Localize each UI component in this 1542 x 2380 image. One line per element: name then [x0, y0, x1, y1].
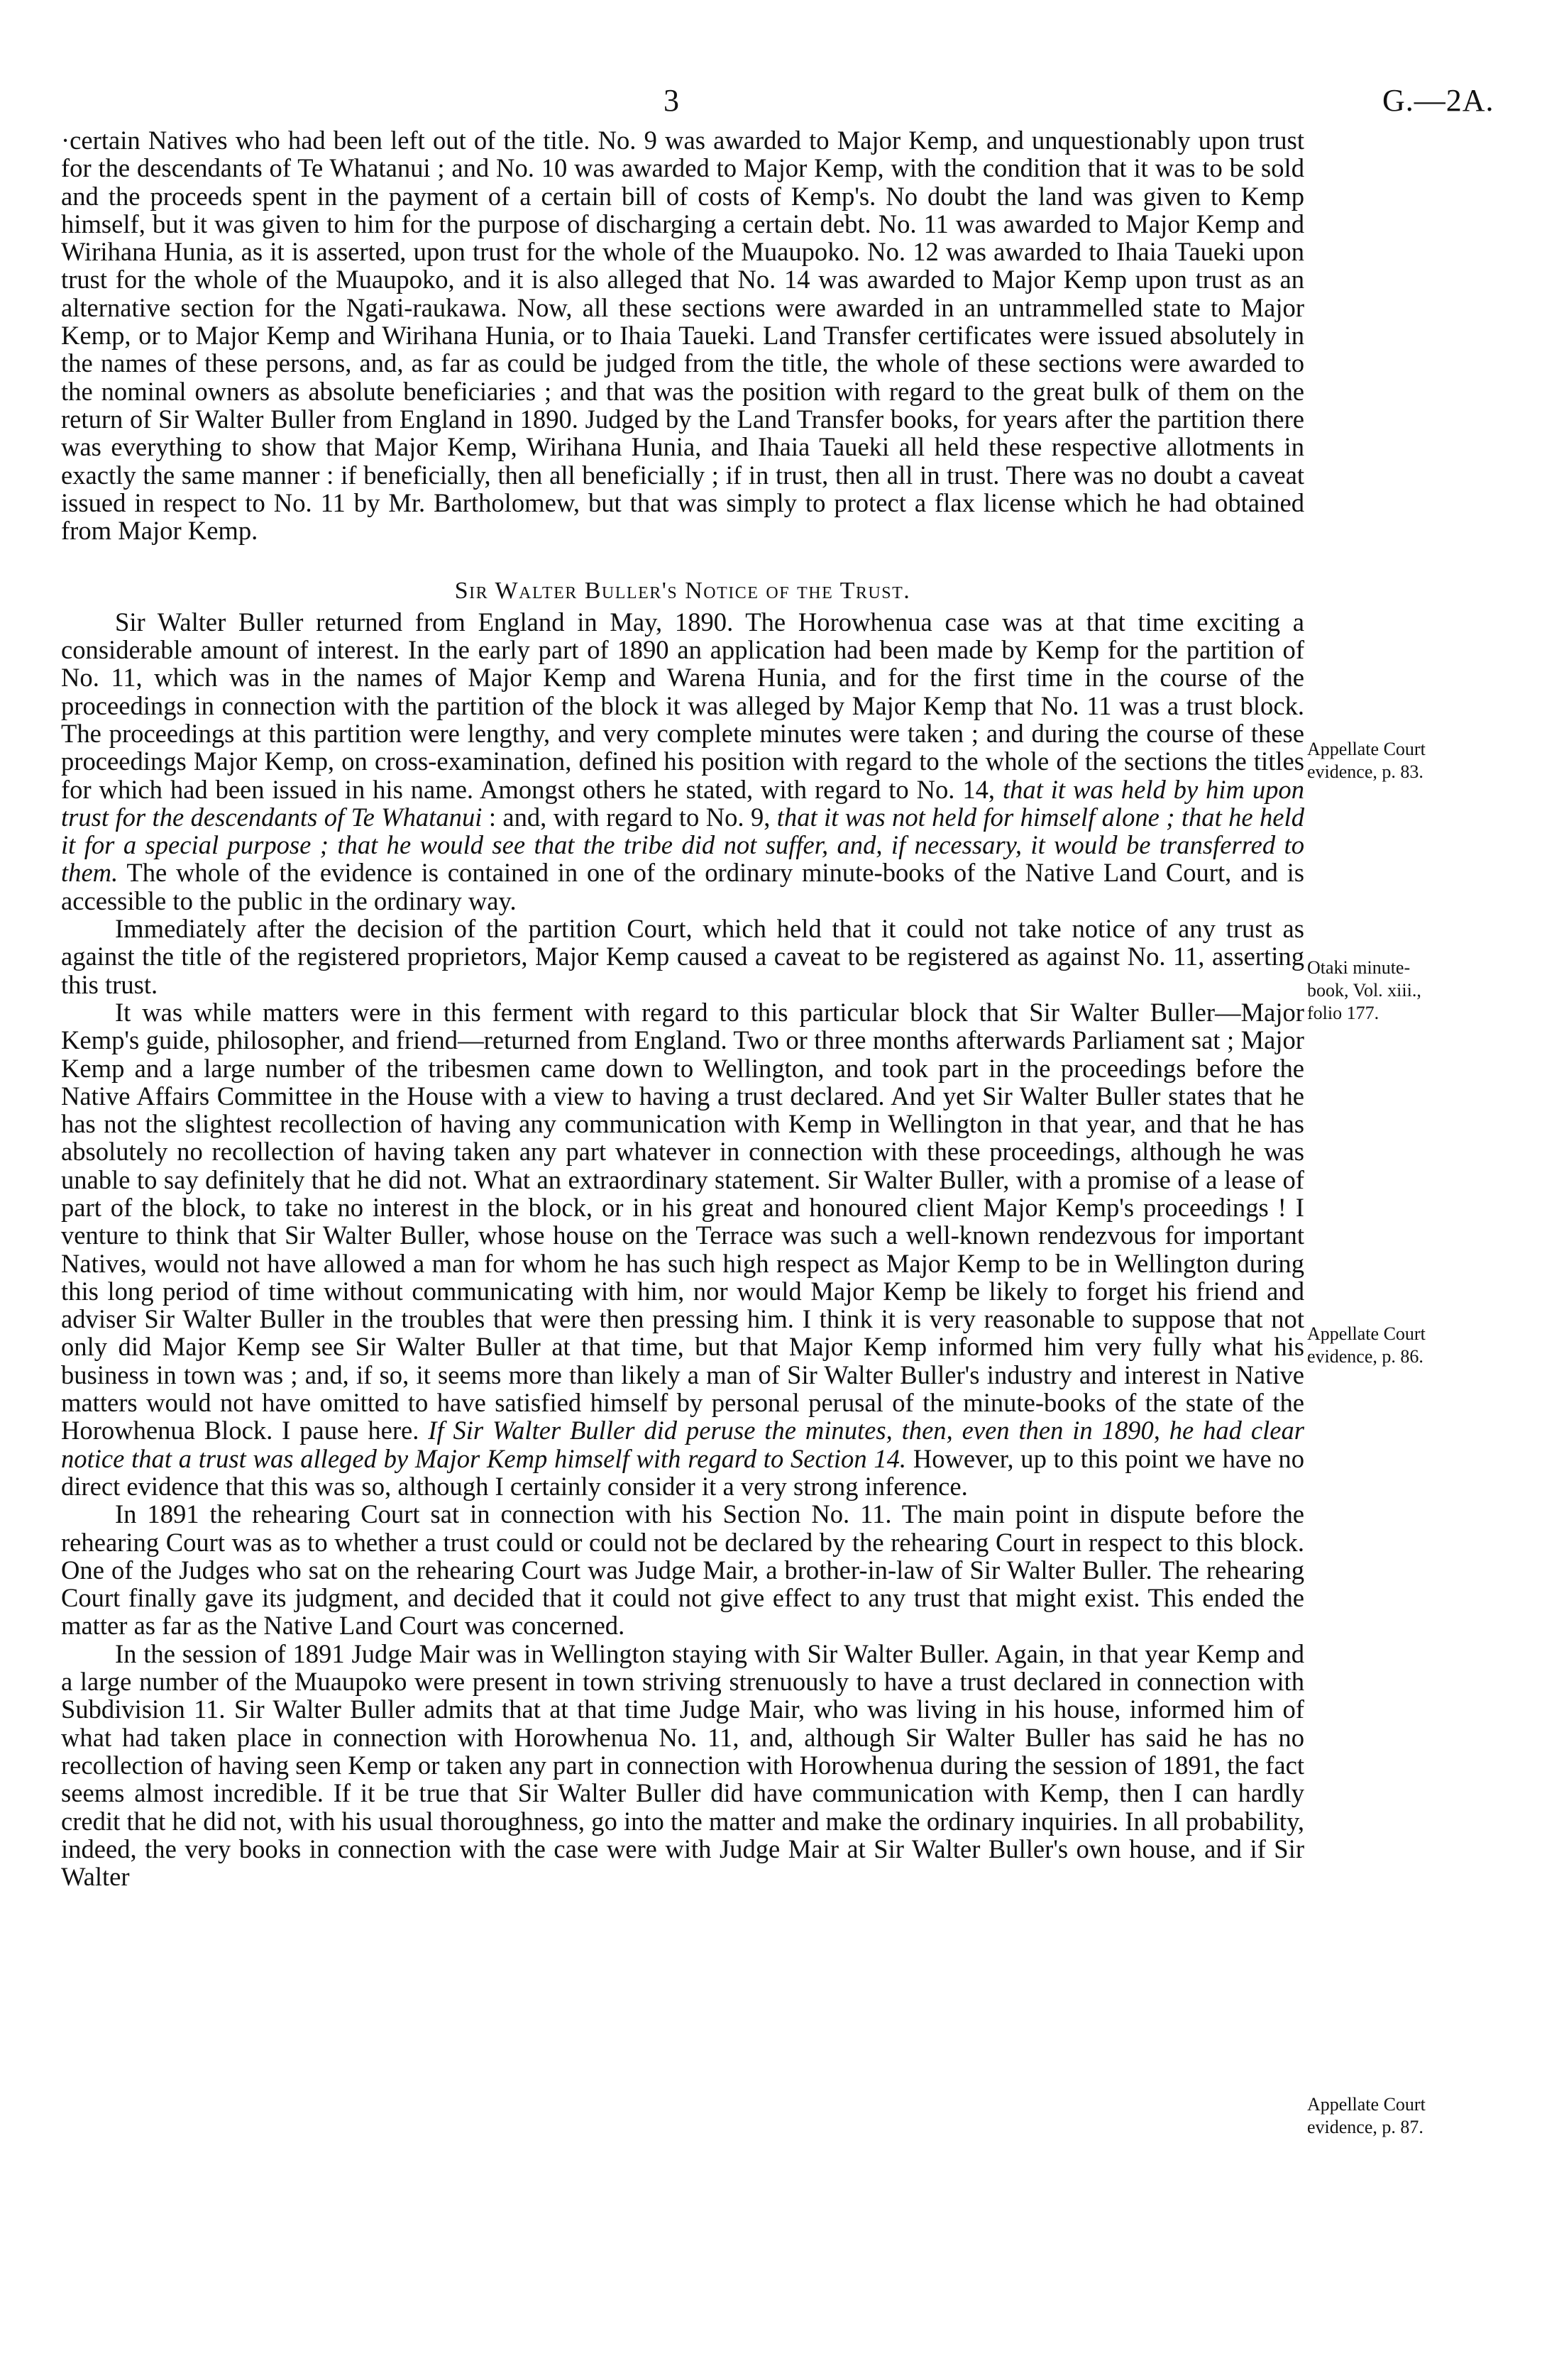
- paragraph-2-text: Sir Walter Buller returned from England in May, 1890. The Horowhenua case was at that time exciting a considerable amount of interest. In the early part of 1890 an application had been made by Kemp for the partition of No. 11, which was in the names of Major Kemp and Warena Hunia, and for the first time in the course of the proceedings in connection with the partition of the block it was alleged by Major Kemp that No. 11 was a trust block. The proceedings at this partition were lengthy, and very complete minutes were taken ; and during the course of these proceedings Major Kemp, on cross-examination, defined his position with regard to the whole of the sections the titles for which had been issued in his name. Amongst others he stated, with regard to No. 14,: [61, 607, 1304, 804]
- paragraph-4-end: However, up to this point we have no direct evidence that this was so, although I certainly consider it a very strong inference.: [61, 1443, 1304, 1501]
- body-text: [61, 126, 1304, 1890]
- paragraph-4-italic: If Sir Walter Buller did peruse the minutes, then, even then in 1890, he had clear notice that a trust was alleged by Major Kemp himself with regard to Section 14.: [61, 1416, 1304, 1473]
- paragraph-6: In the session of 1891 Judge Mair was in Wellington staying with Sir Walter Buller. Again, in that year Kemp and a large number of the Muaupoko were present in town striving strenuously to have a trust declared in connection with Subdivision 11. Sir Walter Buller admits that at that time Judge Mair, who was living in his house, informed him of what had taken place in connection with Horowhenua No. 11, and, although Sir Walter Buller has said he has no recollection of having seen Kemp or taken any part in connection with Horowhenua during the session of 1891, the fact seems almost incredible. If it be true that Sir Walter Buller did have communication with Kemp, then I can hardly credit that he did not, with his usual thoroughness, go into the matter and make the ordinary inquiries. In all probability, indeed, the very books in connection with the case were with Judge Mair at Sir Walter Buller's own house, and if Sir Walter: [61, 1638, 1304, 1892]
- margin-note-line: evidence, p. 83.: [1307, 761, 1423, 782]
- paragraph-4: [61, 998, 1304, 1500]
- paragraph-2-italic-a: that it was held by him upon trust for the descendants of Te Whatanui: [61, 774, 1304, 832]
- margin-note-appellate-86: [1307, 1323, 1520, 1368]
- margin-note-line: book, Vol. xiii.,: [1307, 980, 1421, 1001]
- paragraph-2: [61, 608, 1304, 915]
- paragraph-1: ·certain Natives who had been left out of the title. No. 9 was awarded to Major Kemp, and unquestionably upon trust for the descendants of Te Whatanui ; and No. 10 was awarded to Major Kemp, with the condition that it was to be sold and the proceeds spent in the payment of a certain bill of costs of Kemp's. No doubt the land was given to Kemp himself, but it was given to him for the purpose of discharging a certain debt. No. 11 was awarded to Major Kemp and Wirihana Hunia, as it is asserted, upon trust for the whole of the Muaupoko. No. 12 was awarded to Ihaia Taueki upon trust for the whole of the Muaupoko, and it is also alleged that No. 14 was awarded to Major Kemp upon trust as an alternative section for the Ngati-raukawa. Now, all these sections were awarded in an untrammelled state to Major Kemp, or to Major Kemp and Wirihana Hunia, or to Ihaia Taueki. Land Transfer certificates were issued absolutely in the names of these persons, and, as far as could be judged from the title, the whole of these sections were awarded to the nominal owners as absolute beneficiaries ; and that was the position with regard to the great bulk of them on the return of Sir Walter Buller from England in 1890. Judged by the Land Transfer books, for years after the partition there was everything to show that Major Kemp, Wirihana Hunia, and Ihaia Taueki all held these respective allotments in exactly the same manner : if beneficially, then all beneficially ; if in trust, then all in trust. There was no doubt a caveat issued in respect to No. 11 by Mr. Bartholomew, but that was simply to protect a flax license which he had obtained from Major Kemp.: [61, 126, 1304, 546]
- margin-note-line: folio 177.: [1307, 1003, 1379, 1023]
- section-heading: Sir Walter Buller's Notice of the Trust.: [454, 578, 911, 605]
- paragraph-3: Immediately after the decision of the partition Court, which held that it could not take notice of any trust as against the title of the registered proprietors, Major Kemp caused a caveat to be registered as against No. 11, asserting this trust.: [61, 914, 1304, 999]
- margin-note-line: Appellate Court: [1307, 1323, 1426, 1344]
- paragraph-2-mid: : and, with regard to No. 9,: [488, 802, 771, 832]
- margin-note-appellate-83: [1307, 738, 1520, 783]
- paragraph-5: In 1891 the rehearing Court sat in connection with his Section No. 11. The main point in dispute before the rehearing Court was as to whether a trust could or could not be declared by the rehearing Court in respect to this block. One of the Judges who sat on the rehearing Court was Judge Mair, a brother-in-law of Sir Walter Buller. The rehearing Court finally gave its judgment, and decided that it could not give effect to any trust that might exist. This ended the matter as far as the Native Land Court was concerned.: [61, 1499, 1304, 1641]
- margin-note-line: Appellate Court: [1307, 2094, 1426, 2115]
- margin-note-otaki-minute-book: [1307, 957, 1520, 1025]
- paragraph-2-italic-b: that it was not held for himself alone ; that he held it for a special purpose ; that he would see that the tribe did not suffer, and, if necessary, it would be transferred to them.: [61, 802, 1304, 888]
- margin-note-line: evidence, p. 87.: [1307, 2117, 1423, 2137]
- paragraph-4-text: It was while matters were in this ferment with regard to this particular block that Sir Walter Buller—Major Kemp's guide, philosopher, and friend—returned from England. Two or three months afterwards Parliament sat ; Major Kemp and a large number of the tribesmen came down to Wellington, and took part in the proceedings before the Native Affairs Committee in the House with a view to having a trust declared. And yet Sir Walter Buller states that he has not the slightest recollection of having any communication with Kemp in Wellington in that year, and that he has absolutely no recollection of having taken any part whatever in connection with these proceedings, although he was unable to say definitely that he did not. What an extraordinary statement. Sir Walter Buller, with a promise of a lease of part of the block, to take no interest in the block, or in his great and honoured client Major Kemp's proceedings ! I venture to think that Sir Walter Buller, whose house on the Terrace was such a well-known rendezvous for important Natives, would not have allowed a man for whom he has such high respect as Major Kemp to be in Wellington during this long period of time without communicating with him, nor would Major Kemp be likely to forget his friend and adviser Sir Walter Buller in the troubles that were then pressing him. I think it is very reasonable to suppose that not only did Major Kemp see Sir Walter Buller at that time, but that Major Kemp informed him very fully what his business in town was ; and, if so, it seems more than likely a man of Sir Walter Buller's industry and interest in Native matters would not have omitted to have satisfied himself by personal perusal of the minute-books of the state of the Horowhenua Block. I pause here.: [61, 997, 1304, 1445]
- margin-note-line: evidence, p. 86.: [1307, 1346, 1423, 1367]
- margin-note-line: Appellate Court: [1307, 739, 1426, 759]
- margin-note-line: Otaki minute-: [1307, 957, 1411, 978]
- document-reference: G.—2A.: [1382, 83, 1494, 118]
- page-number: 3: [663, 83, 679, 118]
- margin-note-appellate-87: [1307, 2093, 1520, 2139]
- paragraph-2-end: The whole of the evidence is contained in one of the ordinary minute-books of the Native Land Court, and is accessible to the public in the ordinary way.: [61, 858, 1305, 915]
